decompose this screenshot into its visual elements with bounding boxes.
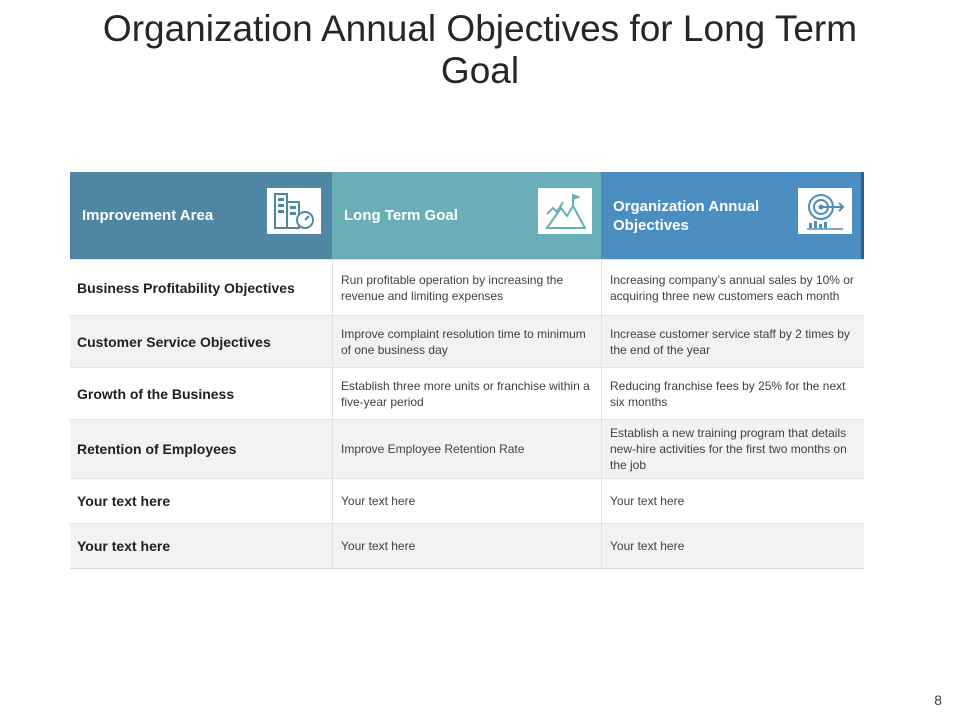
row-goal: Establish three more units or franchise within a five-year period — [332, 368, 601, 419]
row-objective: Reducing franchise fees by 25% for the next six months — [601, 368, 864, 419]
page-number: 8 — [934, 692, 942, 708]
row-goal: Improve complaint resolution time to minimum of one business day — [332, 316, 601, 367]
slide-title: Organization Annual Objectives for Long Term Goal — [102, 8, 858, 91]
table-header — [70, 172, 864, 259]
row-area: Business Profitability Objectives — [77, 279, 295, 296]
row-objective: Your text here — [601, 524, 864, 568]
table-row — [70, 419, 864, 478]
row-goal: Your text here — [332, 479, 601, 523]
header-long-term-goal — [332, 172, 601, 259]
row-objective: Increase customer service staff by 2 times by the end of the year — [601, 316, 864, 367]
row-objective: Establish a new training program that details new-hire activities for the first two months on the job — [601, 420, 864, 478]
target-arrow-icon — [798, 188, 852, 234]
row-objective: Your text here — [601, 479, 864, 523]
mountain-flag-icon — [538, 188, 592, 234]
table-row — [70, 259, 864, 315]
row-area: Growth of the Business — [77, 385, 235, 402]
row-objective: Increasing company’s annual sales by 10% or acquiring three new customers each month — [601, 260, 864, 315]
table-row — [70, 367, 864, 419]
row-area: Retention of Employees — [77, 441, 237, 457]
table-bottom-border — [70, 568, 864, 569]
row-goal: Your text here — [332, 524, 601, 568]
row-goal: Improve Employee Retention Rate — [332, 420, 601, 478]
table-row — [70, 478, 864, 523]
header-label: Organization Annual Objectives — [613, 197, 760, 234]
objectives-table — [70, 172, 864, 569]
header-improvement-area — [70, 172, 332, 259]
table-row — [70, 315, 864, 367]
row-area: Your text here — [77, 538, 171, 554]
header-label: Improvement Area — [82, 207, 214, 224]
dashboard-icon — [267, 188, 321, 234]
table-row — [70, 523, 864, 568]
row-area: Your text here — [77, 493, 171, 509]
row-goal: Run profitable operation by increasing the revenue and limiting expenses — [332, 260, 601, 315]
row-area: Customer Service Objectives — [77, 333, 271, 350]
header-annual-objectives — [601, 172, 864, 259]
header-label: Long Term Goal — [344, 207, 458, 224]
